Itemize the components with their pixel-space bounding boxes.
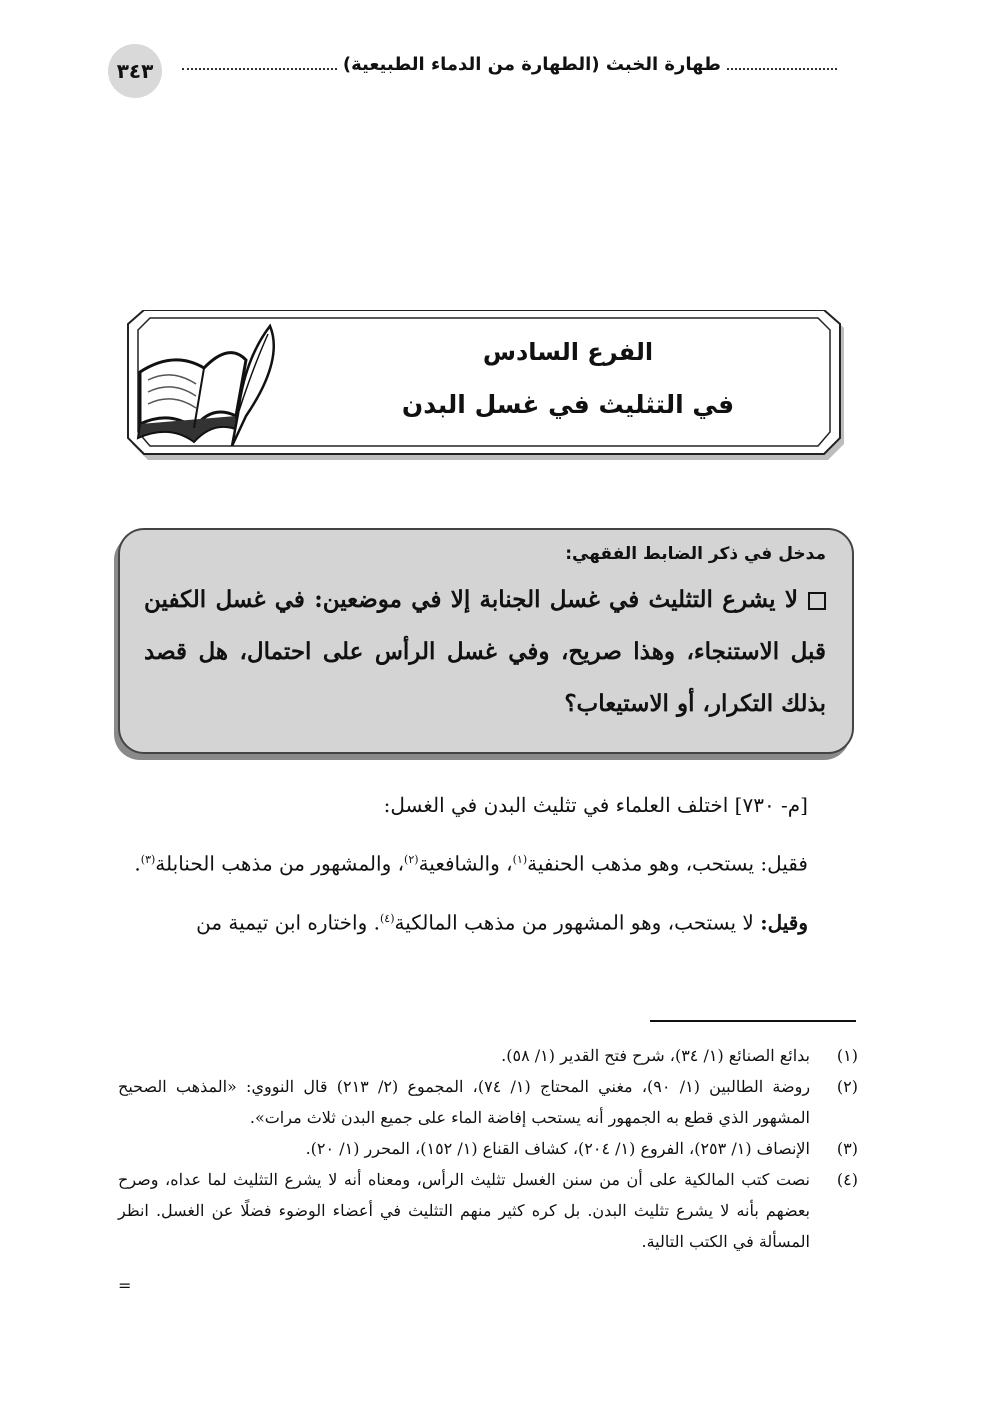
- rule-body: [144, 574, 826, 730]
- branch-heading: الفرع السادس: [482, 338, 654, 366]
- rule-text: لا يشرع التثليث في غسل الجنابة إلا في موضعين: في غسل الكفين قبل الاستنجاء، وهذا صريح، وفي غسل الرأس على احتمال، هل قصد بذلك التكرار، أو الاستيعاب؟: [144, 586, 826, 717]
- page-number: ٣٤٣: [108, 44, 162, 98]
- footnote-number: (١): [836, 1046, 858, 1065]
- running-title-row: [176, 54, 843, 75]
- rule-box: [118, 528, 854, 754]
- footnote-number: (٣): [836, 1139, 858, 1158]
- footnote-text: روضة الطالبين (١/ ٩٠)، مغني المحتاج (١/ ٧٤)، المجموع (٢/ ٢١٣) قال النووي: «المذهب الصحيح المشهور الذي قطع به الجمهور أنه يستحب إفاضة الماء على جميع البدن ثلاث مرات».: [118, 1077, 811, 1127]
- footnote-text: بدائع الصنائع (١/ ٣٤)، شرح فتح القدير (١/ ٥٨).: [501, 1046, 810, 1065]
- footnote-number: (٤): [836, 1170, 858, 1189]
- footnote-ref-3: (٣): [140, 853, 156, 866]
- book-quill-icon: [134, 320, 284, 450]
- chapter-title-frame: [118, 310, 858, 462]
- paragraph-1: [م- ٧٣٠] اختلف العلماء في تثليث البدن في الغسل:: [383, 793, 808, 817]
- rule-intro: مدخل في ذكر الضابط الفقهي:: [565, 544, 826, 564]
- footnote-ref-4: (٤): [379, 911, 395, 925]
- paragraph-3: [118, 904, 856, 938]
- chapter-title: [318, 338, 818, 419]
- leader-dots-right: [727, 54, 837, 70]
- p2-text-3: ، والمشهور من مذهب الحنابلة: [155, 851, 405, 876]
- p2-text-1: فقيل: يستحب، وهو مذهب الحنفية: [527, 851, 808, 876]
- p3-text-1: لا يستحب، وهو المشهور من مذهب المالكية: [394, 910, 761, 935]
- leader-dots-left: [182, 54, 337, 70]
- footnote-separator: [650, 1020, 856, 1022]
- running-title: طهارة الخبث (الطهارة من الدماء الطبيعية): [342, 54, 721, 75]
- footnote: [118, 1040, 858, 1071]
- footnote-text: الإنصاف (١/ ٢٥٣)، الفروع (١/ ٢٠٤)، كشاف القناع (١/ ١٥٢)، المحرر (١/ ٢٠).: [305, 1139, 810, 1158]
- p2-text-2: ، والشافعية: [418, 851, 513, 876]
- footnote-number: (٢): [836, 1077, 858, 1096]
- continuation-mark: =: [118, 1276, 132, 1295]
- footnote: [118, 1071, 858, 1133]
- checkbox-square-icon: [808, 592, 826, 610]
- footnote: [118, 1133, 858, 1164]
- main-text: [118, 790, 856, 937]
- p3-text-2: . واختاره ابن تيمية من: [196, 910, 380, 935]
- subject-heading: في التثليث في غسل البدن: [401, 390, 735, 419]
- paragraph-2: [118, 836, 856, 888]
- footnote-ref-1: (١): [512, 853, 528, 866]
- page-header: [108, 40, 843, 100]
- footnotes: [118, 1040, 858, 1257]
- p2-end: .: [134, 851, 141, 876]
- footnote-ref-2: (٢): [404, 853, 419, 866]
- footnote-text: نصت كتب المالكية على أن من سنن الغسل تثليث الرأس، ومعناه أنه لا يشرع التثليث لما عداه، وصرح بعضهم بأنه لا يشرع تثليث البدن. بل كره كثير منهم التثليث في أعضاء الوضوء فضلًا عن الغسل. انظر المسألة في الكتب التالية.: [118, 1170, 810, 1251]
- footnote: [118, 1164, 858, 1257]
- p3-label: وقيل:: [760, 910, 808, 935]
